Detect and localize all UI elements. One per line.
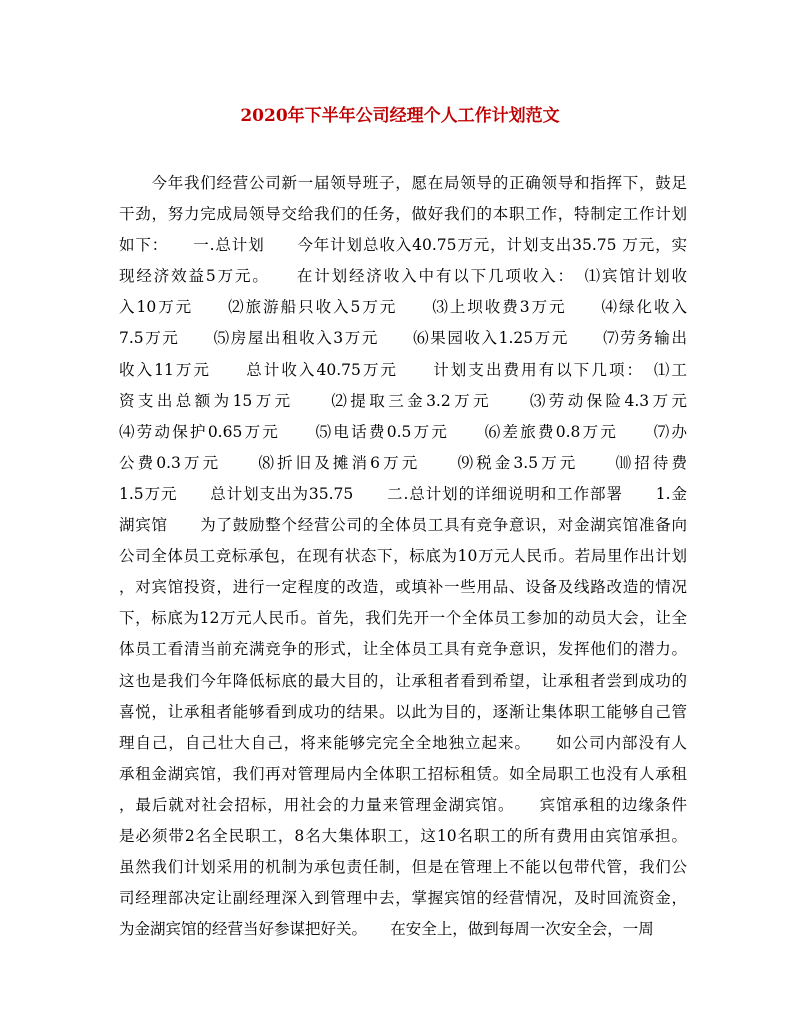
body-line: 湖宾馆 为了鼓励整个经营公司的全体员工具有竞争意识，对金湖宾馆准备向	[119, 516, 687, 535]
body-line: ，对宾馆投资，进行一定程度的改造，或填补一些用品、设备及线路改造的情况	[119, 578, 687, 597]
body-line: 体员工看清当前充满竞争的形式，让全体员工具有竞争意识，发挥他们的潜力。	[119, 640, 687, 659]
body-line: 承租金湖宾馆，我们再对管理局内全体职工招标租赁。如全局职工也没有人承租	[119, 764, 687, 783]
body-line: 理自己，自己壮大自己，将来能够完完全全地独立起来。 如公司内部没有人	[119, 733, 687, 752]
body-line: 今年我们经营公司新一届领导班子，愿在局领导的正确领导和指挥下，鼓足	[119, 174, 687, 192]
body-line: 现经济效益5万元。 在计划经济收入中有以下几项收入： ⑴宾馆计划收	[119, 267, 687, 286]
body-line: 公费0.3万元 ⑻折旧及摊消6万元 ⑼税金3.5万元 ⑽招待费	[119, 453, 687, 472]
body-line: 是必须带2名全民职工，8名大集体职工，这10名职工的所有费用由宾馆承担。	[119, 826, 687, 845]
body-line: 公司全体员工竞标承包，在现有状态下，标底为10万元人民币。若局里作出计划	[119, 547, 687, 566]
body-line: 如下： 一.总计划 今年计划总收入40.75万元，计划支出35.75 万元，实	[119, 236, 687, 255]
document-body	[119, 168, 687, 945]
body-line: ⑷劳动保护0.65万元 ⑸电话费0.5万元 ⑹差旅费0.8万元 ⑺办	[119, 422, 687, 441]
body-line: ，最后就对社会招标，用社会的力量来管理金湖宾馆。 宾馆承租的边缘条件	[119, 795, 687, 814]
body-line: 虽然我们计划采用的机制为承包责任制，但是在管理上不能以包带代管，我们公	[119, 858, 687, 877]
body-line: 喜悦，让承租者能够看到成功的结果。以此为目的，逐渐让集体职工能够自己管	[119, 702, 687, 721]
body-line: 为金湖宾馆的经营当好参谋把好关。 在安全上，做到每周一次安全会，一周	[119, 920, 654, 939]
document-title: 2020年下半年公司经理个人工作计划范文	[240, 106, 560, 126]
body-line: 资支出总额为15万元 ⑵提取三金3.2万元 ⑶劳动保险4.3万元	[119, 391, 687, 410]
body-line: 1.5万元 总计划支出为35.75 二.总计划的详细说明和工作部署 1.金	[119, 484, 687, 503]
body-line: 7.5万元 ⑸房屋出租收入3万元 ⑹果园收入1.25万元 ⑺劳务输出	[119, 329, 687, 348]
body-line: 下，标底为12万元人民币。首先，我们先开一个全体员工参加的动员大会，让全	[119, 609, 687, 628]
body-line: 收入11万元 总计收入40.75万元 计划支出费用有以下几项： ⑴工	[119, 360, 687, 379]
body-line: 司经理部决定让副经理深入到管理中去，掌握宾馆的经营情况，及时回流资金，	[119, 889, 687, 908]
body-line: 干劲，努力完成局领导交给我们的任务，做好我们的本职工作，特制定工作计划	[119, 205, 687, 224]
body-line: 这也是我们今年降低标底的最大目的，让承租者看到希望，让承租者尝到成功的	[119, 671, 687, 690]
body-line: 入10万元 ⑵旅游船只收入5万元 ⑶上坝收费3万元 ⑷绿化收入	[119, 298, 687, 317]
